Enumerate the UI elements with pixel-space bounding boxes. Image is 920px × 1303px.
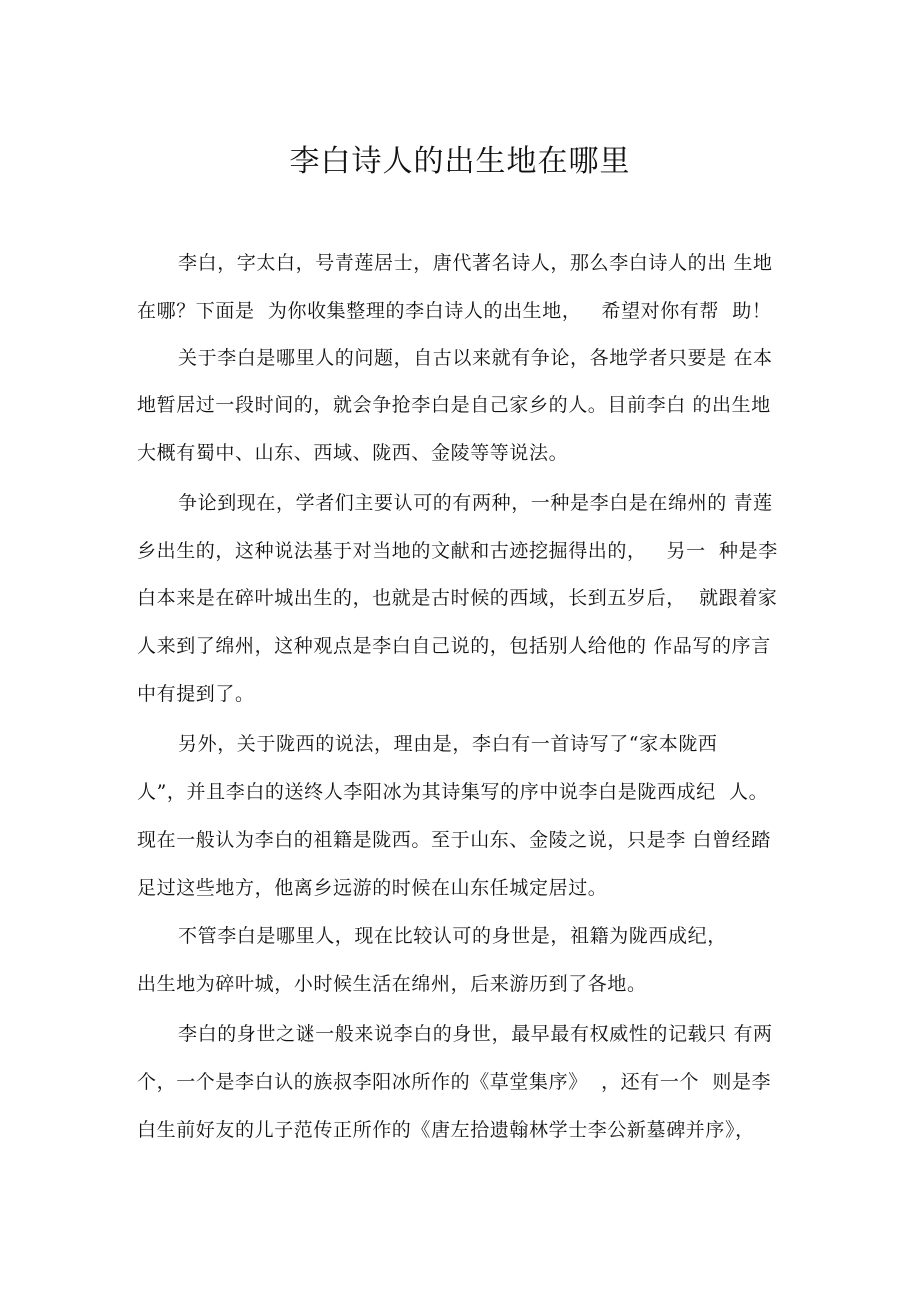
paragraph-line: 白本来是在碎叶城出生的，也就是古时候的西域，长到五岁后， 就跟着家	[137, 587, 778, 609]
paragraph-line: 人”，并且李白的送终人李阳冰为其诗集写的序中说李白是陇西成纪 人。	[137, 781, 769, 803]
paragraph-line: 中有提到了。	[137, 683, 255, 705]
paragraph-line: 白生前好友的儿子范传正所作的《唐左拾遗翰林学士李公新墓碑并序》，	[137, 1119, 755, 1141]
paragraph-line: 争论到现在，学者们主要认可的有两种，一种是李白是在绵州的 青莲	[178, 492, 773, 514]
paragraph-line: 李白的身世之谜一般来说李白的身世，最早最有权威性的记载只 有两	[178, 1023, 773, 1045]
paragraph-line: 不管李白是哪里人，现在比较认可的身世是，祖籍为陇西成纪，	[178, 925, 727, 947]
paragraph-line: 大概有蜀中、山东、西域、陇西、金陵等等说法。	[137, 442, 569, 464]
paragraph-line: 人来到了绵州，这种观点是李白自己说的，包括别人给他的 作品写的序言	[137, 635, 771, 657]
document-title: 李白诗人的出生地在哪里	[289, 144, 631, 179]
paragraph-line: 个，一个是李白认的族叔李阳冰所作的《草堂集序》 ，还有一个 则是李	[137, 1071, 772, 1093]
paragraph-line: 关于李白是哪里人的问题，自古以来就有争论，各地学者只要是 在本	[178, 347, 773, 369]
paragraph-line: 出生地为碎叶城，小时候生活在绵州，后来游历到了各地。	[137, 973, 647, 995]
paragraph-line: 现在一般认为李白的祖籍是陇西。至于山东、金陵之说，只是李 白曾经踏	[137, 829, 771, 851]
paragraph-line: 地暂居过一段时间的，就会争抢李白是自己家乡的人。目前李白 的出生地	[137, 394, 771, 416]
paragraph-line: 另外，关于陇西的说法，理由是，李白有一首诗写了“家本陇西	[178, 733, 718, 755]
paragraph-line: 在哪？下面是 为你收集整理的李白诗人的出生地， 希望对你有帮 助！	[137, 300, 772, 322]
paragraph-line: 乡出生的，这种说法基于对当地的文献和古迹挖掘得出的， 另一 种是李	[137, 540, 778, 562]
paragraph-line: 足过这些地方，他离乡远游的时候在山东任城定居过。	[137, 877, 608, 899]
paragraph-line: 李白，字太白，号青莲居士，唐代著名诗人，那么李白诗人的出 生地	[178, 252, 773, 274]
